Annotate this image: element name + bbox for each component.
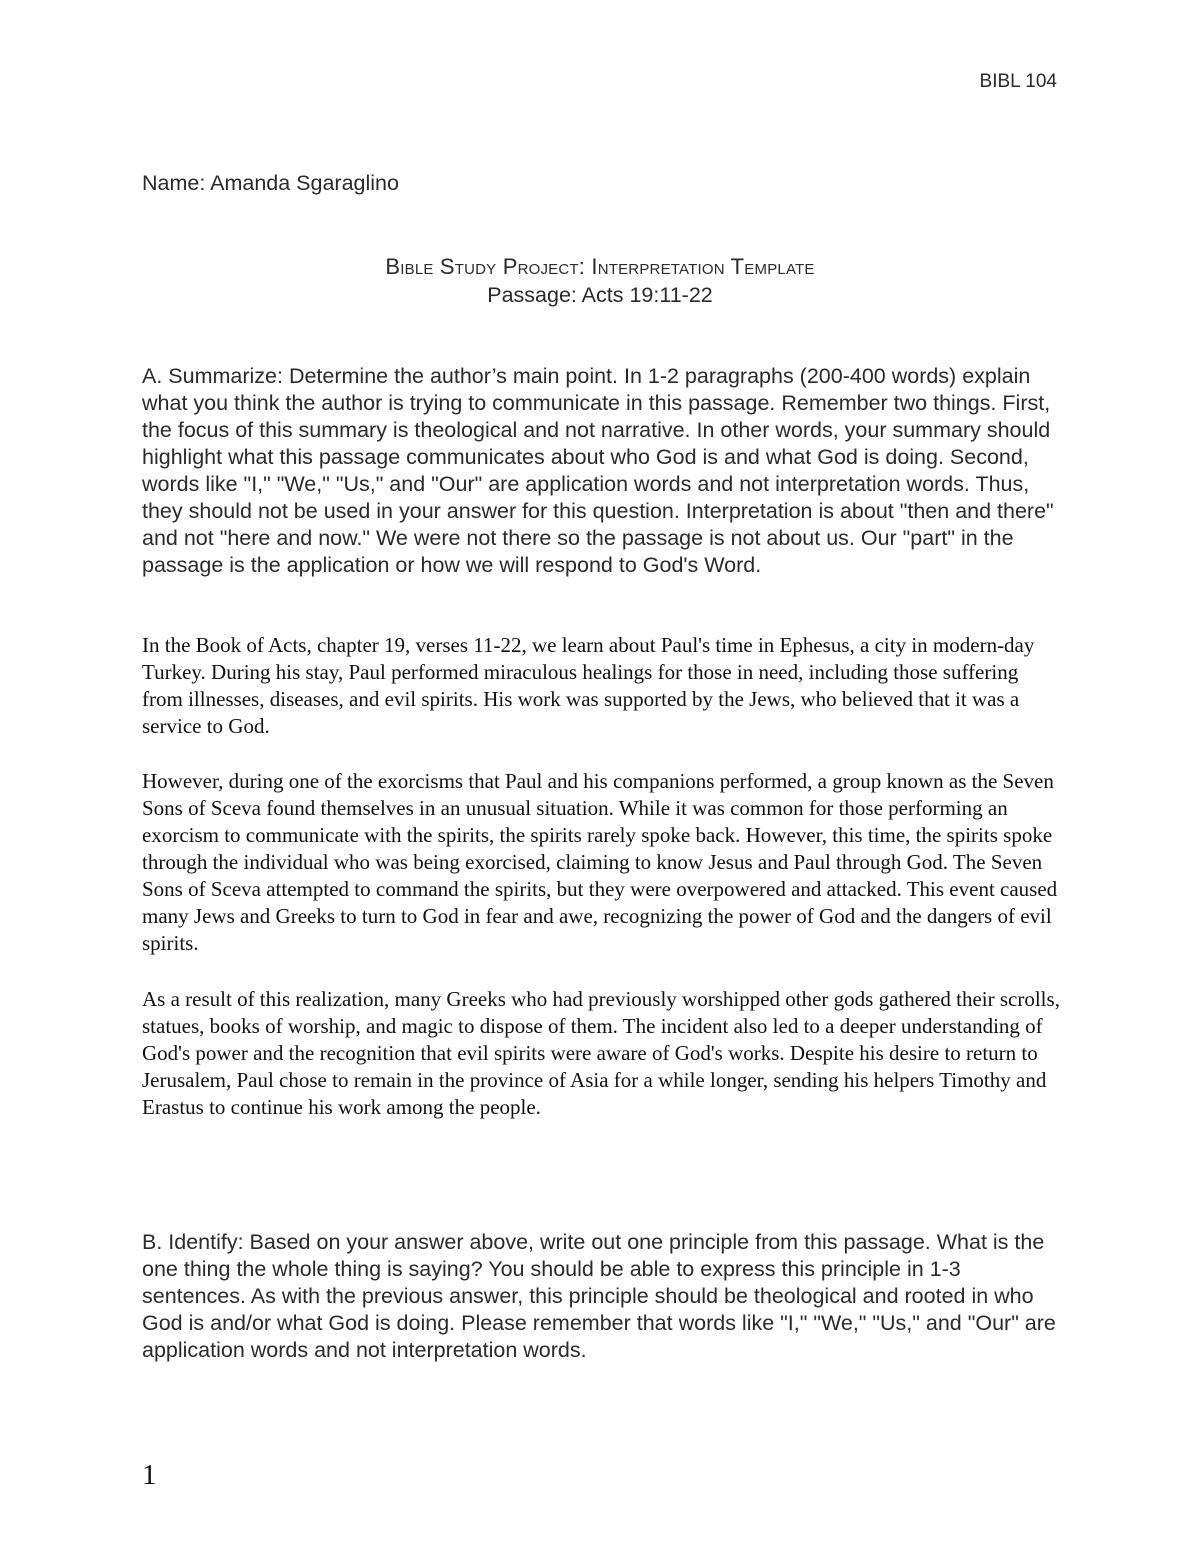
question-b-prompt: B. Identify: Based on your answer above, write out one principle from this passage. What is the one thing the whole thing is saying? You should be able to express this principle in 1-3 sentences. As with the previous answer, this principle should be theological and rooted in who God is and/or what God is doing. Please remember that words like "I," "We," "Us," and "Our" are application words and not interpretation words. (142, 1230, 1056, 1362)
course-code: BIBL 104 (979, 71, 1057, 92)
document-title: Bible Study Project: Interpretation Template (385, 254, 815, 279)
question-a-prompt: A. Summarize: Determine the author’s main point. In 1-2 paragraphs (200-400 words) explain what you think the author is trying to communicate in this passage. Remember two things. First, the focus of this summary is theological and not narrative. In other words, your summary should highlight what this passage communicates about who God is and what God is doing. Second, words like "I," "We," "Us," and "Our" are application words and not interpretation words. Thus, they should not be used in your answer for this question. Interpretation is about "then and there" and not "here and now." We were not there so the passage is not about us. Our "part" in the passage is the application or how we will respond to God's Word. (142, 364, 1054, 577)
answer-a-paragraph-3: As a result of this realization, many Greeks who had previously worshipped other gods gathered their scrolls, statues, books of worship, and magic to dispose of them. The incident also led to a deeper understanding of God's power and the recognition that evil spirits were aware of God's works. Despite his desire to return to Jerusalem, Paul chose to remain in the province of Asia for a while longer, sending his helpers Timothy and Erastus to continue his work among the people. (142, 987, 1060, 1119)
title-block (0, 253, 1200, 309)
answer-a-paragraph-2: However, during one of the exorcisms that Paul and his companions performed, a group known as the Seven Sons of Sceva found themselves in an unusual situation. While it was common for those performing an exorcism to communicate with the spirits, the spirits rarely spoke back. However, this time, the spirits spoke through the individual who was being exorcised, claiming to know Jesus and Paul through God. The Seven Sons of Sceva attempted to command the spirits, but they were overpowered and attacked. This event caused many Jews and Greeks to turn to God in fear and awe, recognizing the power of God and the dangers of evil spirits. (142, 769, 1058, 955)
passage-reference: Passage: Acts 19:11-22 (487, 283, 713, 307)
page-number: 1 (142, 1459, 157, 1491)
answer-a-paragraph-1: In the Book of Acts, chapter 19, verses 11-22, we learn about Paul's time in Ephesus, a city in modern-day Turkey. During his stay, Paul performed miraculous healings for those in need, including those suffering from illnesses, diseases, and evil spirits. His work was supported by the Jews, who believed that it was a service to God. (142, 633, 1035, 738)
student-name: Name: Amanda Sgaraglino (142, 171, 399, 195)
